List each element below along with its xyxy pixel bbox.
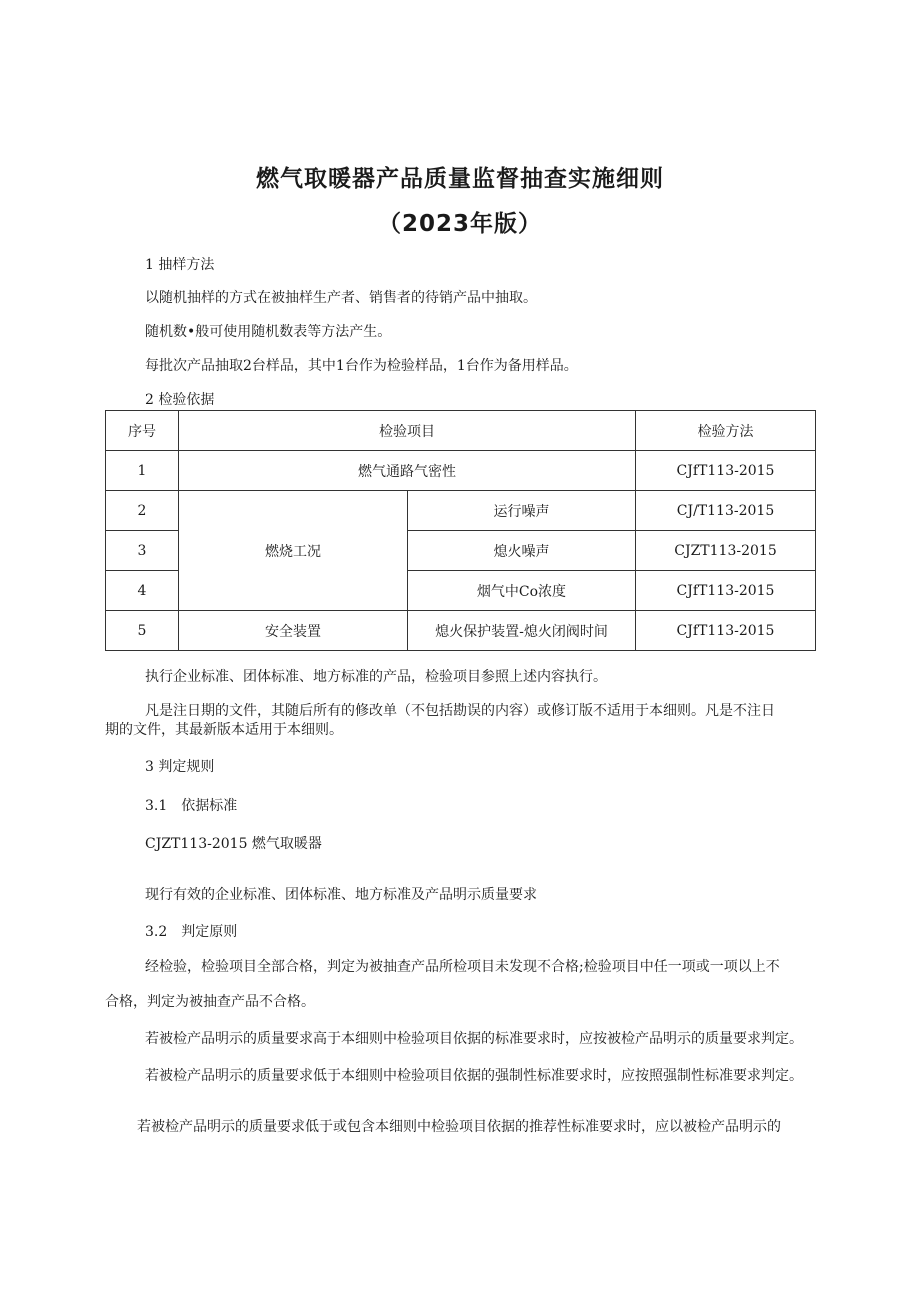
row-serial: 3 xyxy=(106,531,179,571)
row-item: 熄火噪声 xyxy=(408,531,636,571)
table-row xyxy=(106,451,816,491)
header-serial: 序号 xyxy=(106,411,179,451)
section-1-heading: 1 抽样方法 xyxy=(145,257,215,273)
row-serial: 4 xyxy=(106,571,179,611)
row-item: 运行噪声 xyxy=(408,491,636,531)
table-row xyxy=(106,491,816,531)
section-3-2-heading: 3.2 判定原则 xyxy=(145,924,238,940)
paragraph-sample-quantity: 每批次产品抽取2台样品，其中1台作为检验样品，1台作为备用样品。 xyxy=(145,358,578,374)
paragraph-mandatory-requirement: 若被检产品明示的质量要求低于本细则中检验项目依据的强制性标准要求时，应按照强制性标准要求判定。 xyxy=(145,1068,803,1084)
row-method: CJfT113-2015 xyxy=(636,451,816,491)
row-serial: 1 xyxy=(106,451,179,491)
paragraph-dated-docs-line2: 期的文件，其最新版本适用于本细则。 xyxy=(105,722,343,738)
other-standards: 现行有效的企业标准、团体标准、地方标准及产品明示质量要求 xyxy=(145,887,537,903)
row-item: 烟气中Co浓度 xyxy=(408,571,636,611)
row-group-safety: 安全装置 xyxy=(179,611,408,651)
row-serial: 2 xyxy=(106,491,179,531)
paragraph-standard-note: 执行企业标准、团体标准、地方标准的产品，检验项目参照上述内容执行。 xyxy=(145,669,607,685)
row-method: CJ/T113-2015 xyxy=(636,491,816,531)
paragraph-sampling-method: 以随机抽样的方式在被抽样生产者、销售者的待销产品中抽取。 xyxy=(145,290,537,306)
header-method: 检验方法 xyxy=(636,411,816,451)
paragraph-higher-requirement: 若被检产品明示的质量要求高于本细则中检验项目依据的标准要求时，应按被检产品明示的质量要求判定。 xyxy=(145,1031,803,1047)
paragraph-judgement-line2: 合格，判定为被抽查产品不合格。 xyxy=(105,994,315,1010)
paragraph-judgement-line1: 经检验，检验项目全部合格，判定为被抽查产品所检项目未发现不合格;检验项目中任一项或一项以上不 xyxy=(145,959,780,975)
row-method: CJfT113-2015 xyxy=(636,611,816,651)
row-item: 燃气通路气密性 xyxy=(179,451,636,491)
paragraph-dated-docs-line1: 凡是注日期的文件，其随后所有的修改单（不包括勘误的内容）或修订版不适用于本细则。凡是不注日 xyxy=(145,703,775,719)
row-method: CJfT113-2015 xyxy=(636,571,816,611)
table-header-row xyxy=(106,411,816,451)
header-item: 检验项目 xyxy=(179,411,636,451)
row-item: 熄火保护装置-熄火闭阀时间 xyxy=(408,611,636,651)
table-row xyxy=(106,611,816,651)
reference-standard: CJZT113-2015 燃气取暖器 xyxy=(145,836,322,852)
document-edition: （2023年版） xyxy=(377,211,542,237)
row-group-combustion: 燃烧工况 xyxy=(179,491,408,611)
paragraph-random-number: 随机数•般可使用随机数表等方法产生。 xyxy=(145,324,392,340)
row-method: CJZT113-2015 xyxy=(636,531,816,571)
paragraph-recommended-requirement: 若被检产品明示的质量要求低于或包含本细则中检验项目依据的推荐性标准要求时，应以被检产品明示的 xyxy=(137,1119,781,1135)
row-serial: 5 xyxy=(106,611,179,651)
document-title: 燃气取暖器产品质量监督抽查实施细则 xyxy=(256,166,664,192)
section-2-heading: 2 检验依据 xyxy=(145,392,215,408)
inspection-table xyxy=(105,410,816,651)
section-3-heading: 3 判定规则 xyxy=(145,759,215,775)
section-3-1-heading: 3.1 依据标准 xyxy=(145,798,238,814)
